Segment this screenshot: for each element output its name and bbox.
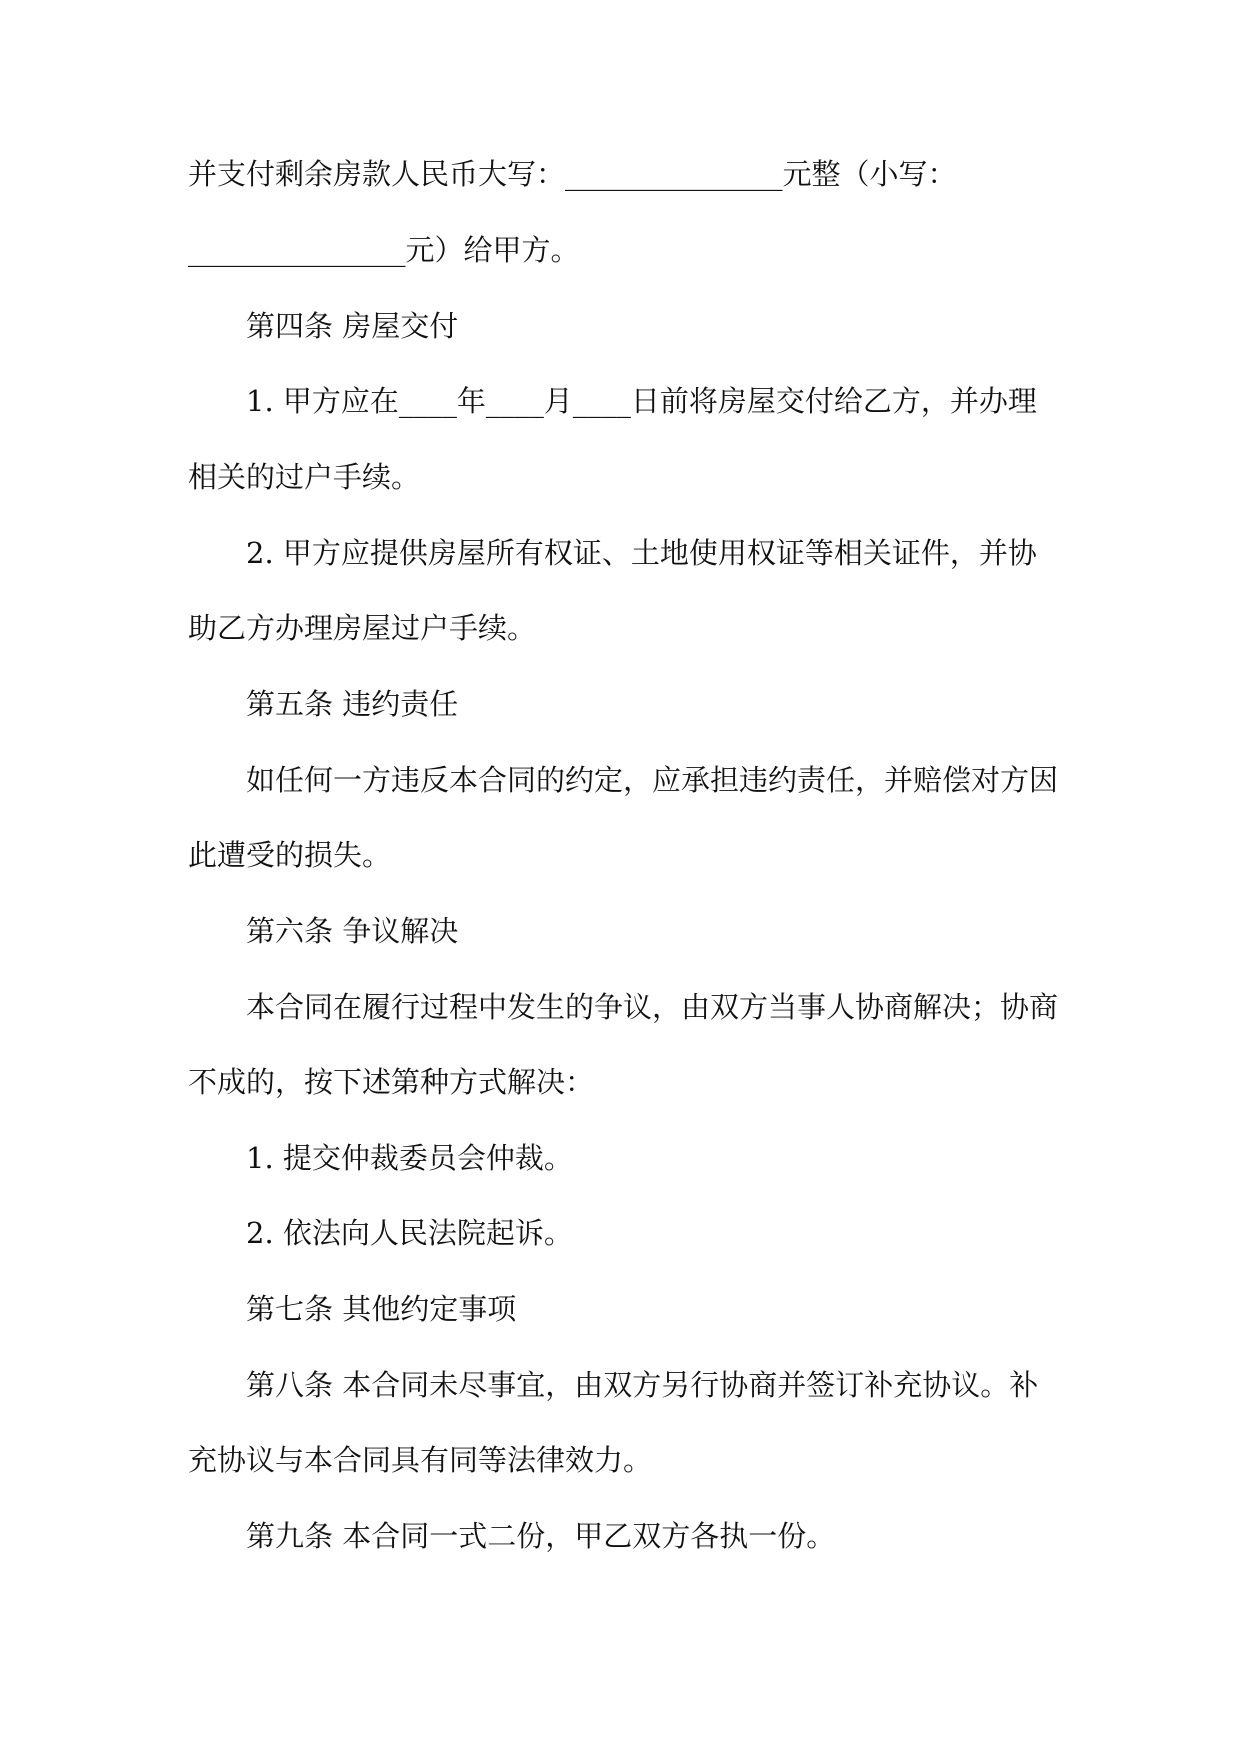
article-6-option-1: 1. 提交仲裁委员会仲裁。 <box>246 1141 573 1175</box>
article-8-text-cont: 充协议与本合同具有同等法律效力。 <box>188 1443 653 1477</box>
payment-remaining-line: 并支付剩余房款人民币大写：_______________元整（小写： <box>188 157 957 191</box>
article-4-item-2: 2. 甲方应提供房屋所有权证、土地使用权证等相关证件，并协 <box>246 536 1037 570</box>
article-5-text-cont: 此遭受的损失。 <box>188 838 392 872</box>
article-8-text: 第八条 本合同未尽事宜，由双方另行协商并签订补充协议。补 <box>246 1368 1039 1402</box>
article-6-text-cont: 不成的，按下述第种方式解决： <box>188 1065 595 1099</box>
article-4-heading: 第四条 房屋交付 <box>246 309 459 343</box>
article-9-text: 第九条 本合同一式二份，甲乙双方各执一份。 <box>246 1519 836 1553</box>
article-4-item-1: 1. 甲方应在____年____月____日前将房屋交付给乙方，并办理 <box>246 384 1037 418</box>
payment-small-amount-line: _______________元）给甲方。 <box>188 233 580 267</box>
article-6-heading: 第六条 争议解决 <box>246 914 459 948</box>
article-4-item-2-cont: 助乙方办理房屋过户手续。 <box>188 611 537 645</box>
article-4-item-1-cont: 相关的过户手续。 <box>188 460 421 494</box>
article-7-heading: 第七条 其他约定事项 <box>246 1292 517 1326</box>
article-6-option-2: 2. 依法向人民法院起诉。 <box>246 1216 573 1250</box>
article-5-text: 如任何一方违反本合同的约定，应承担违约责任，并赔偿对方因 <box>246 763 1059 797</box>
article-6-text: 本合同在履行过程中发生的争议，由双方当事人协商解决；协商 <box>246 990 1059 1024</box>
article-5-heading: 第五条 违约责任 <box>246 687 459 721</box>
